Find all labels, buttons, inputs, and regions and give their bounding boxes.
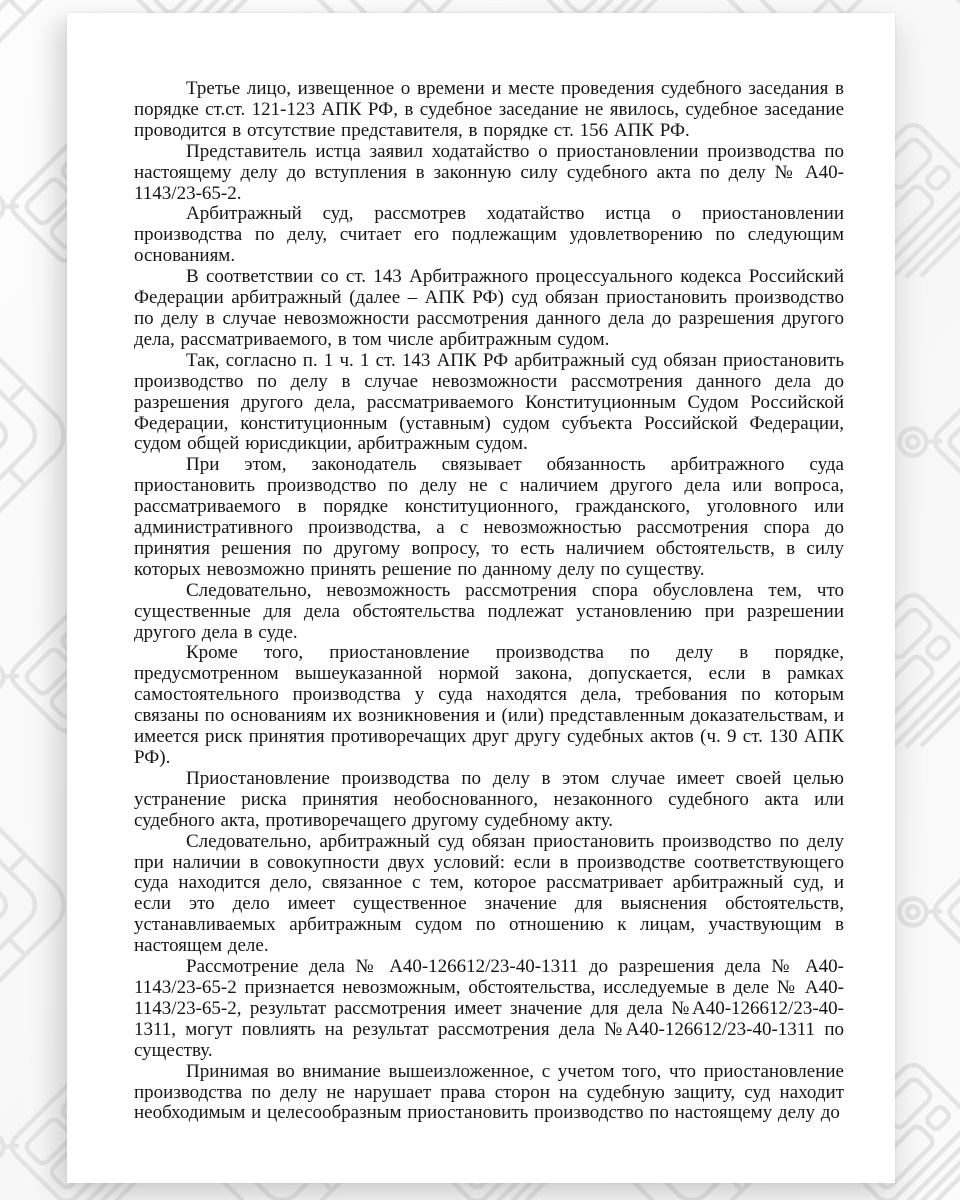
paragraph: При этом, законодатель связывает обязанность арбитражного суда приостановить производство по делу не с наличием другого дела или вопроса, рассматриваемого в порядке конституционного, гражданского, уголовного или административного производства, а с невозможностью рассмотрения спора до принятия решения по другому вопросу, то есть наличием обстоятельств, в силу которых невозможно принять решение по данному делу по существу. <box>134 454 844 580</box>
paragraph: Представитель истца заявил ходатайство о приостановлении производства по настоящему делу до вступления в законную силу судебного акта по делу № А40-1143/23-65-2. <box>134 140 844 204</box>
paragraph: Кроме того, приостановление производства по делу в порядке, предусмотренном вышеуказанной нормой закона, допускается, если в рамках самостоятельного производства у суда находятся дела, требования по которым связаны по основаниям их возникновения и (или) представленным доказательствам, и имеется риск принятия противоречащих друг другу судебных актов (ч. 9 ст. 130 АПК РФ). <box>134 642 844 768</box>
paragraph: Приостановление производства по делу в этом случае имеет своей целью устранение риска принятия необоснованного, незаконного судебного акта или судебного акта, противоречащего другому судебному акту. <box>134 767 844 831</box>
paragraph: Следовательно, арбитражный суд обязан приостановить производство по делу при наличии в совокупности двух условий: если в производстве соответствующего суда находится дело, связанное с тем, которое рассматривает арбитражный суд, и если это дело имеет существенное значение для выяснения обстоятельств, устанавливаемых арбитражным судом по отношению к лицам, участвующим в настоящем деле. <box>134 830 844 957</box>
paragraph: Третье лицо, извещенное о времени и месте проведения судебного заседания в порядке ст.ст. 121-123 АПК РФ, в судебное заседание не явилось, судебное заседание проводится в отсутствие представителя, в порядке ст. 156 АПК РФ. <box>134 78 844 141</box>
paragraph: Принимая во внимание вышеизложенное, с учетом того, что приостановление производства по делу не нарушает права сторон на судебную защиту, суд находит необходимым и целесообразным приостановить производство по настоящему делу до <box>134 1060 844 1124</box>
paragraph: Рассмотрение дела № А40-126612/23-40-1311 до разрешения дела № А40-1143/23-65-2 признается невозможным, обстоятельства, исследуемые в деле № А40-1143/23-65-2, результат рассмотрения имеет значение для дела №А40-126612/23-40-1311, могут повлиять на результат рассмотрения дела №А40-126612/23-40-1311 по существу. <box>134 956 844 1061</box>
paragraph: Следовательно, невозможность рассмотрения спора обусловлена тем, что существенные для дела обстоятельства подлежат установлению при разрешении другого дела в суде. <box>134 579 844 643</box>
paragraph: Так, согласно п. 1 ч. 1 ст. 143 АПК РФ арбитражный суд обязан приостановить производство по делу в случае невозможности рассмотрения данного дела до разрешения другого дела, рассматриваемого Конституционным Судом Российской Федерации, конституционным (уставным) судом субъекта Российской Федерации, судом общей юрисдикции, арбитражным судом. <box>134 349 844 455</box>
paragraph: В соответствии со ст. 143 Арбитражного процессуального кодекса Российский Федерации арбитражный (далее – АПК РФ) суд обязан приостановить производство по делу в случае невозможности рассмотрения данного дела до разрешения другого дела, рассматриваемого, в том числе арбитражным судом. <box>134 266 844 350</box>
paragraph: Арбитражный суд, рассмотрев ходатайство истца о приостановлении производства по делу, считает его подлежащим удовлетворению по следующим основаниям. <box>134 203 844 267</box>
document-text <box>67 13 895 1183</box>
document-page <box>67 13 895 1183</box>
